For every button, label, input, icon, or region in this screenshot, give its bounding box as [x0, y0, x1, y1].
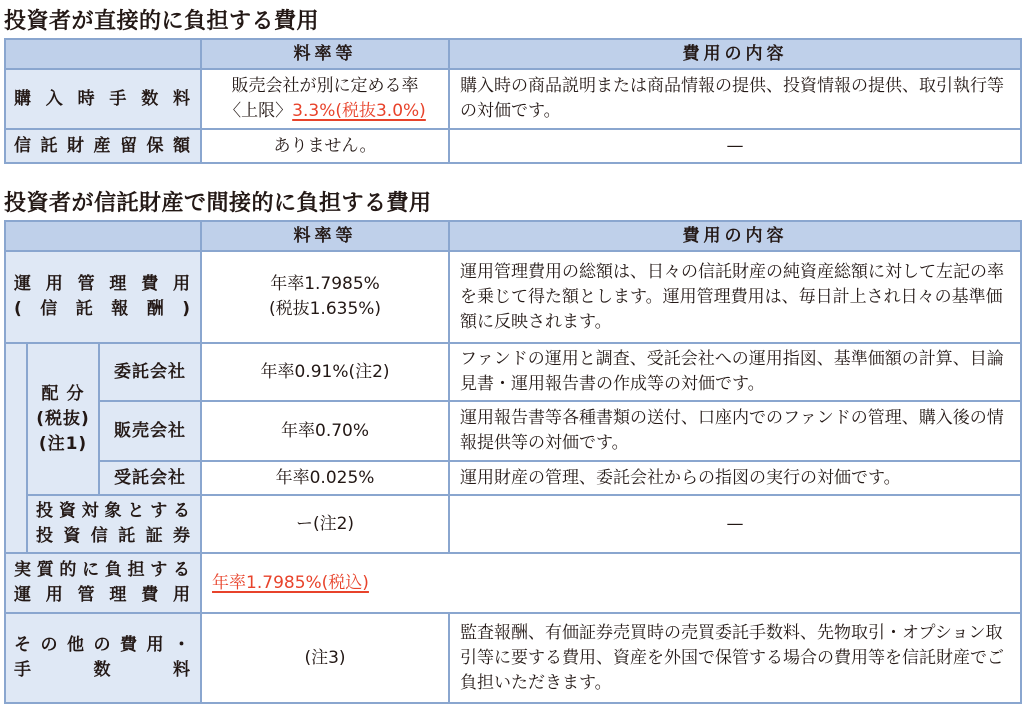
table-row: [5, 251, 1021, 343]
row-label-purchase-fee: 購入時手数料: [5, 69, 201, 129]
allocation-content-trustee: 運用財産の管理、委託会社からの指図の実行の対価です。: [449, 461, 1021, 495]
table-row: [5, 401, 1021, 461]
investee-funds-content: —: [449, 495, 1021, 553]
column-header-content: 費用の内容: [449, 39, 1021, 69]
trust-retention-content: —: [449, 129, 1021, 163]
trust-retention-rate: ありません。: [201, 129, 449, 163]
purchase-fee-content: 購入時の商品説明または商品情報の提供、投資情報の提供、取引執行等の対価です。: [449, 69, 1021, 129]
table-row: [5, 129, 1021, 163]
section2-title: 投資者が信託財産で間接的に負担する費用: [4, 191, 432, 216]
table-row: [5, 343, 1021, 401]
table-header-row: [5, 39, 1021, 69]
allocation-label-trustor: 委託会社: [99, 343, 201, 401]
direct-cost-table: [4, 38, 1022, 164]
table-row: [5, 553, 1021, 613]
section1-title: 投資者が直接的に負担する費用: [4, 9, 320, 34]
allocation-content-distributor: 運用報告書等各種書類の送付、口座内でのファンドの管理、購入後の情報提供等の対価です。: [449, 401, 1021, 461]
indirect-cost-table: [4, 220, 1022, 704]
row-label-effective-management-fee: 実質的に負担する 運用管理費用: [5, 553, 201, 613]
table-row: [5, 69, 1021, 129]
allocation-rate-trustor: 年率0.91%(注2): [201, 343, 449, 401]
effective-management-fee-rate: 年率1.7985%(税込): [201, 553, 1021, 613]
column-header-rate: 料率等: [201, 39, 449, 69]
purchase-fee-rate-line2: 〈上限〉3.3%(税抜3.0%): [224, 101, 426, 121]
column-header-empty: [5, 221, 201, 251]
table-row: [5, 495, 1021, 553]
allocation-label-trustee: 受託会社: [99, 461, 201, 495]
allocation-label: 配 分 (税抜) (注1): [27, 343, 99, 495]
allocation-rate-distributor: 年率0.70%: [201, 401, 449, 461]
column-header-rate: 料率等: [201, 221, 449, 251]
other-fees-rate: (注3): [201, 613, 449, 703]
table-header-row: [5, 221, 1021, 251]
row-label-management-fee: 運用管理費用 (信託報酬): [5, 251, 201, 343]
row-label-other-fees: その他の費用・ 手数料: [5, 613, 201, 703]
allocation-rate-trustee: 年率0.025%: [201, 461, 449, 495]
purchase-fee-rate-line1: 販売会社が別に定める率: [231, 76, 419, 96]
column-header-content: 費用の内容: [449, 221, 1021, 251]
purchase-fee-rate: [201, 69, 449, 129]
table-row: [5, 461, 1021, 495]
indent-spacer: [5, 343, 27, 553]
management-fee-content: 運用管理費用の総額は、日々の信託財産の純資産総額に対して左記の率を乗じて得た額とします。運用管理費用は、毎日計上され日々の基準価額に反映されます。: [449, 251, 1021, 343]
column-header-empty: [5, 39, 201, 69]
table-row: [5, 613, 1021, 703]
purchase-fee-cap-highlight: 3.3%(税抜3.0%): [292, 101, 426, 121]
allocation-content-trustor: ファンドの運用と調査、受託会社への運用指図、基準価額の計算、目論見書・運用報告書の作成等の対価です。: [449, 343, 1021, 401]
other-fees-content: 監査報酬、有価証券売買時の売買委託手数料、先物取引・オプション取引等に要する費用、資産を外国で保管する場合の費用等を信託財産でご負担いただきます。: [449, 613, 1021, 703]
row-label-trust-retention: 信託財産留保額: [5, 129, 201, 163]
investee-funds-rate: ー(注2): [201, 495, 449, 553]
row-label-investee-funds: 投資対象とする 投資信託証券: [27, 495, 201, 553]
allocation-label-distributor: 販売会社: [99, 401, 201, 461]
management-fee-rate: 年率1.7985% (税抜1.635%): [201, 251, 449, 343]
